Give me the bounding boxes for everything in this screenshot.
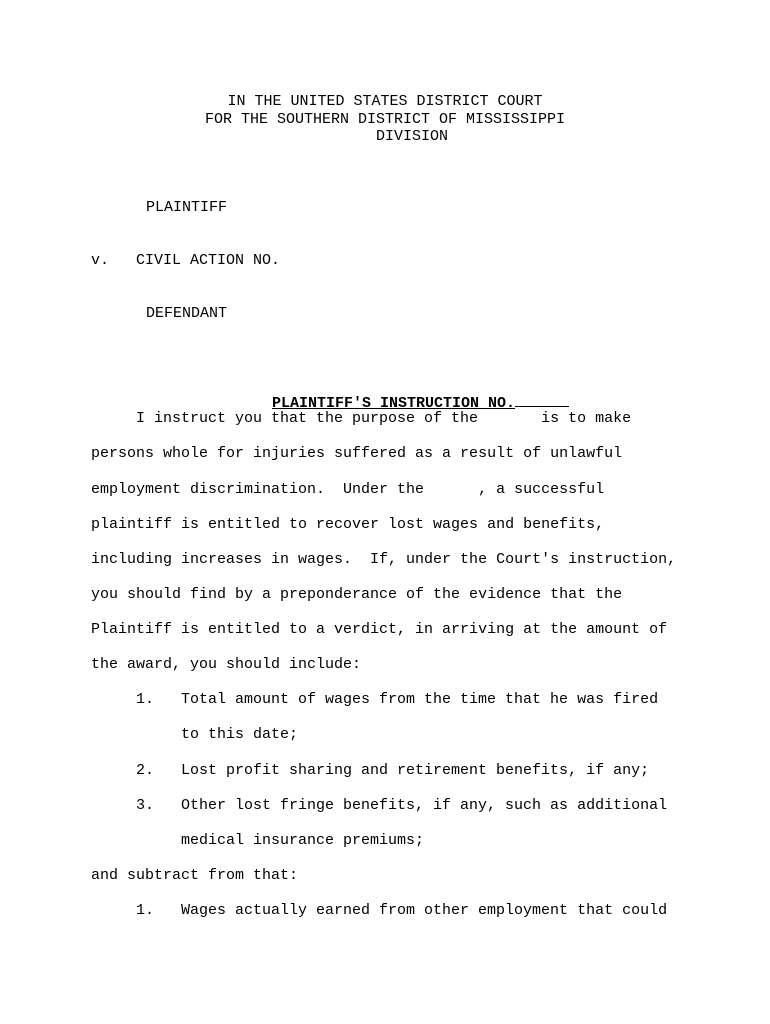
include-item-3-line-1: Other lost fringe benefits, if any, such as additional [181,797,668,814]
body-line-7: Plaintiff is entitled to a verdict, in arriving at the amount of [91,621,668,638]
instruction-title-text: PLAINTIFF'S INSTRUCTION NO. [272,395,516,412]
court-header-line-1: IN THE UNITED STATES DISTRICT COURT [227,93,543,110]
body-line-6: you should find by a preponderance of the evidence that the [91,586,623,603]
defendant-label: DEFENDANT [146,305,228,322]
body-line-5: including increases in wages. If, under the Court's instruction, [91,551,677,568]
civil-action-label: CIVIL ACTION NO. [136,252,281,269]
body-line-3: employment discrimination. Under the , a successful [91,481,605,498]
body-line-2: persons whole for injuries suffered as a result of unlawful [91,445,623,462]
include-item-3-number: 3. [136,797,155,814]
subtract-intro: and subtract from that: [91,867,299,884]
court-header-line-2: FOR THE SOUTHERN DISTRICT OF MISSISSIPPI [204,111,566,128]
include-item-1-line-1: Total amount of wages from the time that he was fired [181,691,659,708]
court-header-division: DIVISION [376,128,449,145]
body-line-1: I instruct you that the purpose of the is to make [136,410,632,427]
include-item-2-line-1: Lost profit sharing and retirement benefits, if any; [181,762,650,779]
body-line-4: plaintiff is entitled to recover lost wages and benefits, [91,516,605,533]
include-item-1-number: 1. [136,691,155,708]
include-item-1-line-2: to this date; [181,726,299,743]
versus-label: v. [91,252,110,269]
instruction-number-blank [515,393,569,407]
body-line-8: the award, you should include: [91,656,362,673]
plaintiff-label: PLAINTIFF [146,199,228,216]
include-item-3-line-2: medical insurance premiums; [181,832,425,849]
subtract-item-1-number: 1. [136,902,155,919]
subtract-item-1-line-1: Wages actually earned from other employment that could [181,902,668,919]
include-item-2-number: 2. [136,762,155,779]
